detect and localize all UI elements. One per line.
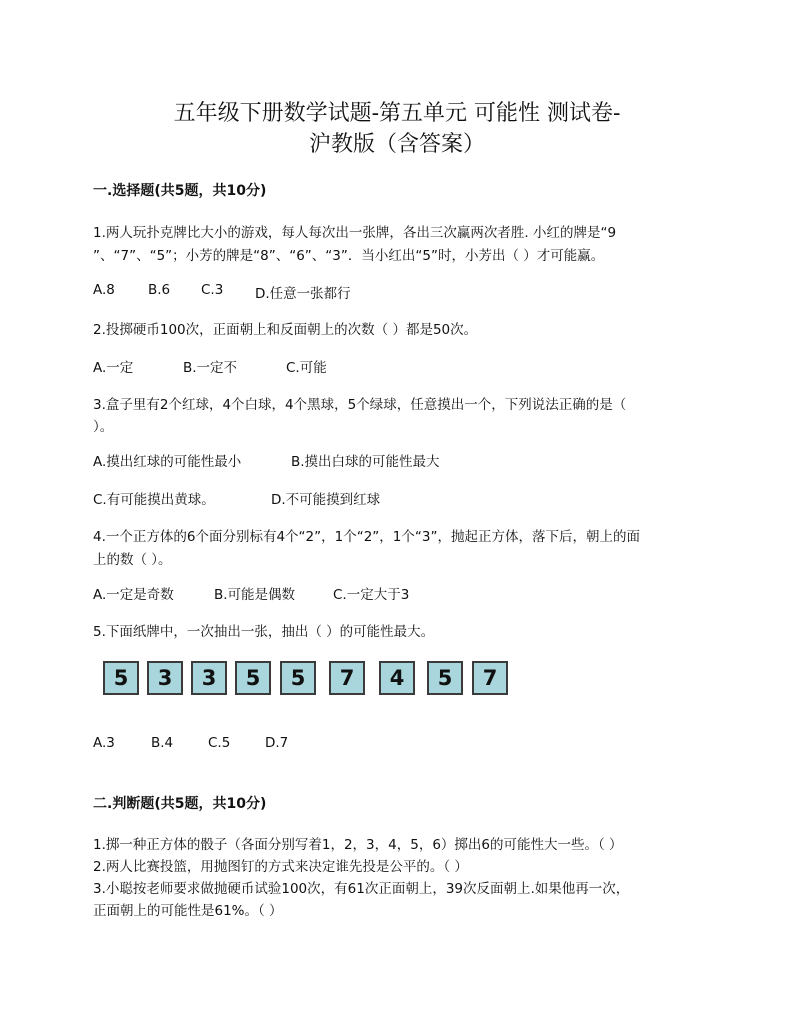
q5-option-b: B.4 [151, 735, 174, 751]
q3-text-line1: 3.盒子里有2个红球，4个白球，4个黑球，5个绿球，任意摸出一个，下列说法正确的是（ [93, 397, 627, 413]
q1-option-a: A.8 [93, 282, 115, 298]
playing-card: 4 [379, 661, 415, 695]
playing-card: 3 [147, 661, 183, 695]
q5-text: 5.下面纸牌中，一次抽出一张，抽出（ ）的可能性最大。 [93, 624, 435, 640]
q3-option-d: D.不可能摸到红球 [271, 492, 381, 508]
q1-option-b: B.6 [148, 282, 171, 298]
q2-option-a: A.一定 [93, 360, 134, 376]
q4-option-b: B.可能是偶数 [214, 587, 296, 603]
tf-q1-text: 1.掷一种正方体的骰子（各面分别写着1，2，3，4，5，6）掷出6的可能性大一些。（ ） [93, 837, 623, 853]
playing-card: 5 [427, 661, 463, 695]
q4-text-line1: 4.一个正方体的6个面分别标有4个“2”，1个“2”，1个“3”，抛起正方体，落下后，朝上的面 [93, 529, 640, 545]
playing-card: 7 [329, 661, 365, 695]
q4-option-a: A.一定是奇数 [93, 587, 174, 603]
tf-q2-text: 2.两人比赛投篮，用抛图钉的方式来决定谁先投是公平的。（ ） [93, 859, 468, 875]
playing-card: 3 [191, 661, 227, 695]
playing-card: 5 [103, 661, 139, 695]
section1-heading: 一.选择题(共5题，共10分) [93, 183, 267, 199]
playing-card: 5 [235, 661, 271, 695]
page-title-line2: 沪教版（含答案） [308, 132, 485, 157]
page-title-line1: 五年级下册数学试题-第五单元 可能性 测试卷- [173, 101, 621, 126]
q2-option-c: C.可能 [286, 360, 327, 376]
q3-text-line2: ）。 [93, 419, 114, 435]
q1-text-line1: 1.两人玩扑克牌比大小的游戏，每人每次出一张牌，各出三次赢两次者胜. 小红的牌是“9 [93, 225, 617, 241]
section2-heading: 二.判断题(共5题，共10分) [93, 796, 267, 812]
q3-option-c: C.有可能摸出黄球。 [93, 492, 215, 508]
tf-q3-text-line1: 3.小聪按老师要求做抛硬币试验100次，有61次正面朝上，39次反面朝上.如果他再一次， [93, 881, 630, 897]
q3-option-a: A.摸出红球的可能性最小 [93, 454, 242, 470]
q3-option-b: B.摸出白球的可能性最大 [291, 454, 440, 470]
q5-option-c: C.5 [208, 735, 231, 751]
q1-option-d: D.任意一张都行 [255, 286, 351, 302]
q1-text-line2: ”、“7”、“5”；小芳的牌是“8”、“6”、“3”．当小红出“5”时，小芳出（ ）才可能赢。 [93, 248, 605, 264]
tf-q3-text-line2: 正面朝上的可能性是61%。（ ） [93, 903, 283, 919]
q1-option-c: C.3 [201, 282, 224, 298]
q4-option-c: C.一定大于3 [333, 587, 410, 603]
playing-card: 7 [472, 661, 508, 695]
q5-option-a: A.3 [93, 735, 115, 751]
q4-text-line2: 上的数（ ）。 [93, 552, 172, 568]
q5-option-d: D.7 [265, 735, 289, 751]
playing-card: 5 [280, 661, 316, 695]
q2-option-b: B.一定不 [183, 360, 238, 376]
q2-text: 2.投掷硬币100次，正面朝上和反面朝上的次数（ ）都是50次。 [93, 322, 478, 338]
